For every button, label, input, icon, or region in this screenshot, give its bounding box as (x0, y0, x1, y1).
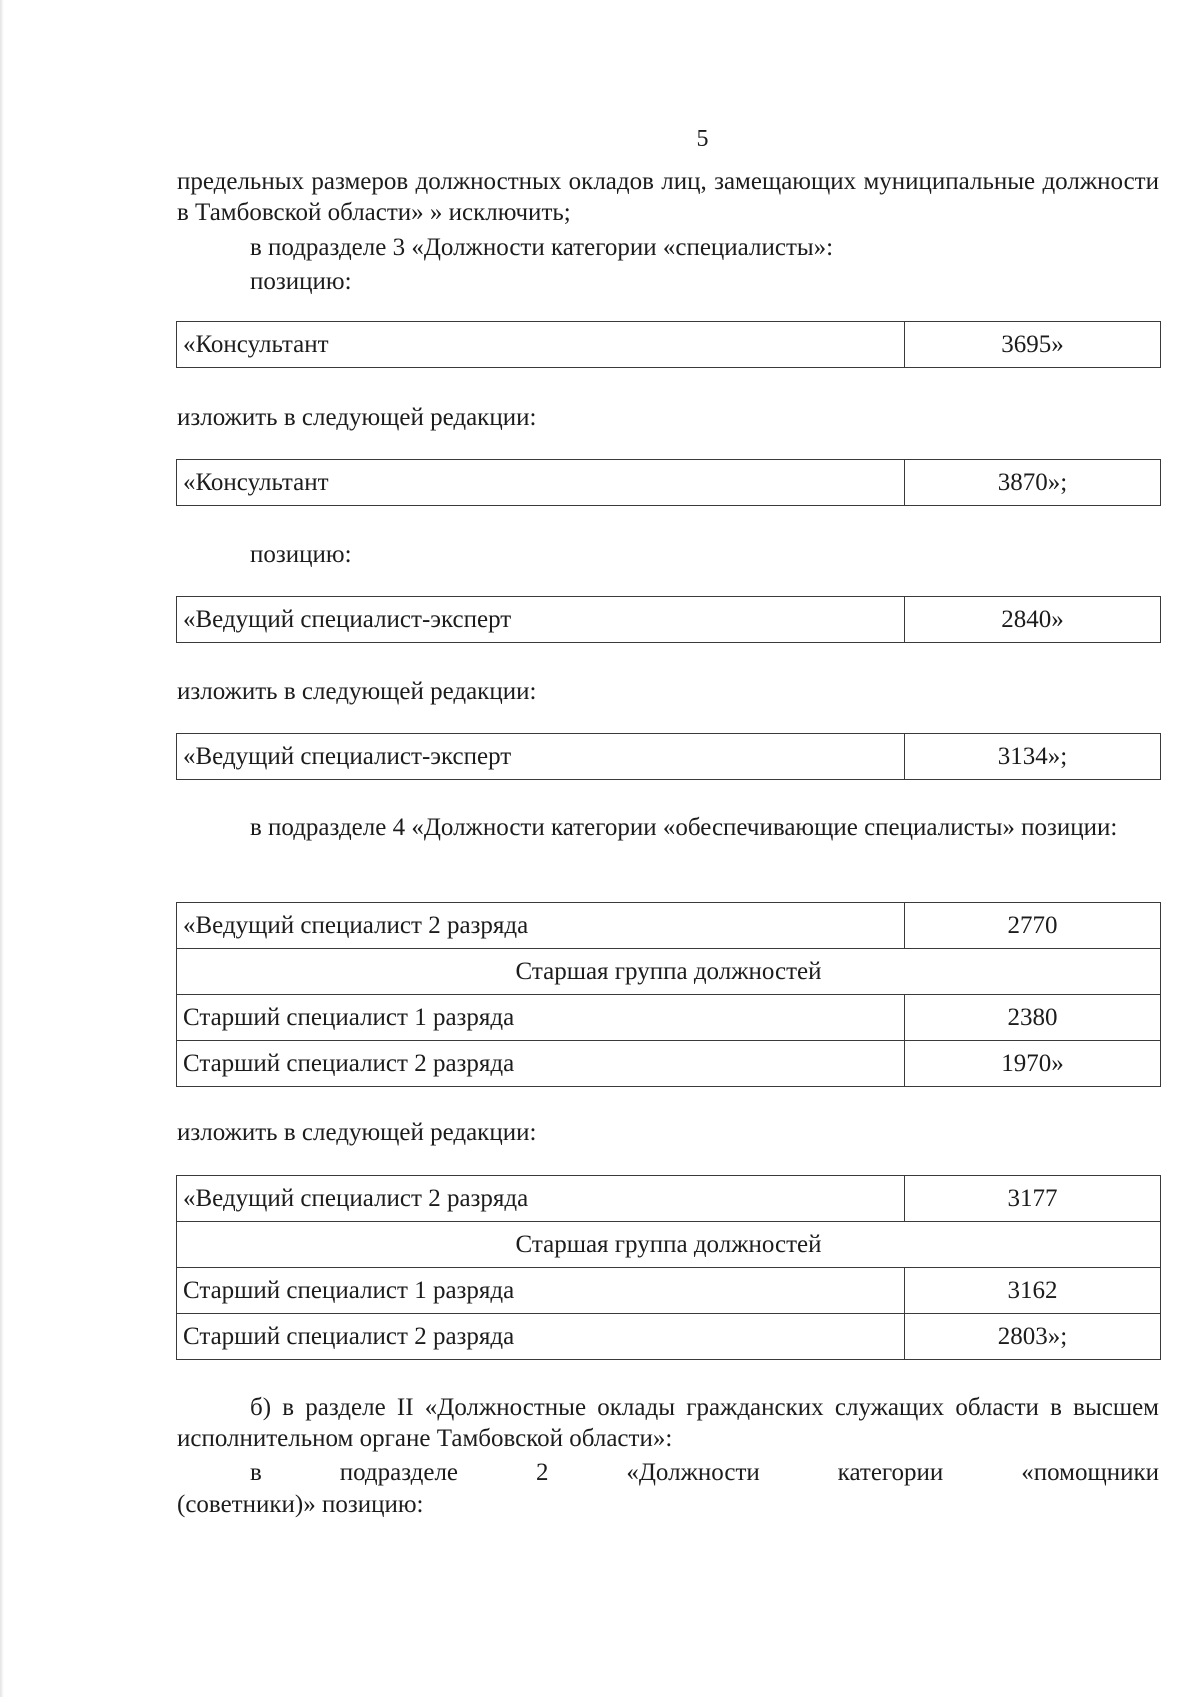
position-table-supporting-old (176, 902, 1161, 1087)
salary-value: 2380 (905, 995, 1161, 1041)
salary-value: 2803»; (905, 1314, 1161, 1360)
edit-instruction: изложить в следующей редакции: (177, 404, 537, 431)
subsection-4-paragraph: в подразделе 4 «Должности категории «обеспечивающие специалисты» позиции: (250, 814, 1118, 841)
salary-value: 3695» (905, 322, 1161, 368)
table-row (177, 322, 1161, 368)
group-header: Старшая группа должностей (177, 1222, 1161, 1268)
salary-value: 2770 (905, 903, 1161, 949)
subsection-3-heading: в подразделе 3 «Должности категории «специалисты»: (250, 234, 834, 261)
table-row (177, 1222, 1161, 1268)
edit-instruction: изложить в следующей редакции: (177, 1119, 537, 1146)
salary-value: 3162 (905, 1268, 1161, 1314)
group-header: Старшая группа должностей (177, 949, 1161, 995)
salary-value: 3134»; (905, 734, 1161, 780)
table-row (177, 995, 1161, 1041)
table-row (177, 734, 1161, 780)
position-table-supporting-new (176, 1175, 1161, 1360)
position-name: «Ведущий специалист 2 разряда (177, 903, 905, 949)
table-row (177, 460, 1161, 506)
position-label: позицию: (250, 541, 352, 568)
position-name: Старший специалист 1 разряда (177, 1268, 905, 1314)
page-number: 5 (696, 126, 709, 152)
subsection-2-line2: (советники)» позицию: (177, 1491, 424, 1518)
position-name: «Консультант (177, 460, 905, 506)
position-name: «Ведущий специалист-эксперт (177, 597, 905, 643)
edit-instruction: изложить в следующей редакции: (177, 678, 537, 705)
section-b-paragraph: б) в разделе II «Должностные оклады гражданских служащих области в высшем исполнительном органе Тамбовской области»: (177, 1394, 1159, 1452)
salary-value: 3177 (905, 1176, 1161, 1222)
position-label: позицию: (250, 268, 352, 295)
table-row (177, 903, 1161, 949)
scan-edge-shadow (0, 0, 4, 1697)
salary-value: 2840» (905, 597, 1161, 643)
position-name: «Ведущий специалист 2 разряда (177, 1176, 905, 1222)
salary-value: 3870»; (905, 460, 1161, 506)
table-row (177, 597, 1161, 643)
position-name: «Консультант (177, 322, 905, 368)
position-table-lead-expert-old (176, 596, 1161, 643)
position-table-consultant-old (176, 321, 1161, 368)
salary-value: 1970» (905, 1041, 1161, 1087)
position-name: Старший специалист 2 разряда (177, 1314, 905, 1360)
table-row (177, 1041, 1161, 1087)
table-row (177, 949, 1161, 995)
position-name: Старший специалист 1 разряда (177, 995, 905, 1041)
table-row (177, 1176, 1161, 1222)
table-row (177, 1268, 1161, 1314)
subsection-2-line1: в подразделе 2 «Должности категории «помощники (250, 1459, 1159, 1486)
position-name: «Ведущий специалист-эксперт (177, 734, 905, 780)
intro-paragraph: предельных размеров должностных окладов лиц, замещающих муниципальные должности в Тамбовской области» » исключить; (177, 168, 1159, 226)
position-table-consultant-new (176, 459, 1161, 506)
table-row (177, 1314, 1161, 1360)
position-table-lead-expert-new (176, 733, 1161, 780)
position-name: Старший специалист 2 разряда (177, 1041, 905, 1087)
